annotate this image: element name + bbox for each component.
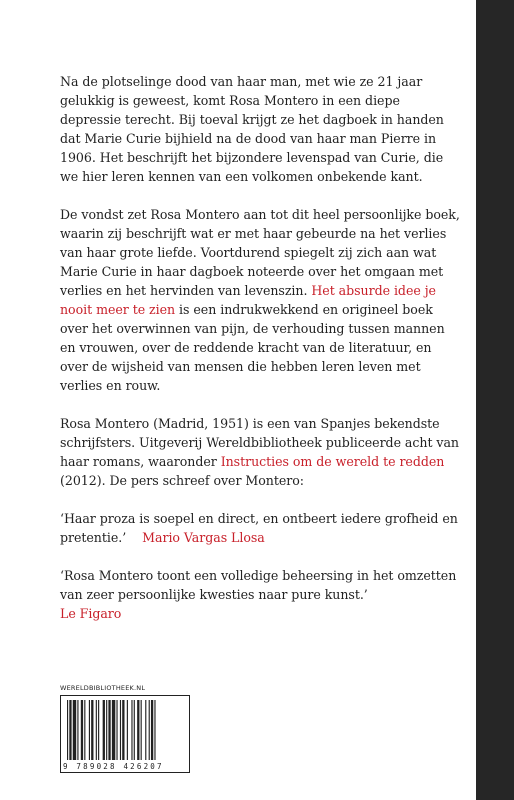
barcode-bar — [131, 700, 132, 760]
paragraph-intro-text: Na de plotselinge dood van haar man, met wie ze 21 jaar gelukkig is geweest, komt Rosa Montero in een diepe depressie terecht. Bij toeval krijgt ze het dagboek in handen dat Marie Curie bijhield na de dood van haar man Pierre in 1906. Het beschrijft het bijzondere levenspad van Curie, die we hier leren kennen van een volkomen onbekende kant. — [60, 74, 444, 184]
barcode-bar — [137, 700, 139, 760]
isbn-number: 9 789028 426207 — [63, 762, 164, 771]
paragraph-description-text-1: De vondst zet Rosa Montero aan tot dit heel persoonlijke boek, waarin zij beschrijft wat er met haar gebeurde na het verlies van haar grote liefde. Voortdurend spiegelt zij zich aan wat Marie Curie in haar dagboek noteerde over het omgaan met verlies en het hervinden van levenszin. — [60, 207, 460, 298]
barcode-bar — [127, 700, 128, 760]
other-book-title-highlight: Instructies om de wereld te redden — [220, 454, 445, 469]
publisher-url: WERELDBIBLIOTHEEK.NL — [60, 684, 146, 692]
book-spine — [476, 0, 514, 800]
barcode-bar — [134, 700, 135, 760]
barcode-bar — [141, 700, 142, 760]
barcode-bar — [106, 700, 107, 760]
press-quote-text: ‘Haar proza is soepel en direct, en ontbeert iedere grofheid en pretentie.’ — [60, 511, 458, 545]
paragraph-description-text-2: is een indrukwekkend en origineel boek over het overwinnen van pijn, de verhouding tussen mannen en vrouwen, over de reddende kracht van de literatuur, en over de wijsheid van mensen die hebben leren leven met verlies en rouw. — [60, 302, 445, 393]
paragraph-description — [60, 205, 463, 395]
paragraph-intro — [60, 72, 463, 186]
barcode-bar — [122, 700, 124, 760]
barcode-bar — [77, 700, 78, 760]
barcode-bar — [112, 700, 115, 760]
barcode-bar — [84, 700, 85, 760]
barcode-bar — [69, 700, 71, 760]
barcode-bar — [154, 700, 155, 760]
barcode-bar — [91, 700, 93, 760]
barcode-bar — [98, 700, 99, 760]
barcode-bar — [145, 700, 146, 760]
book-title-highlight: Het absurde idee je nooit meer te zien — [60, 283, 436, 317]
press-quote-text: ‘Rosa Montero toont een volledige beheersing in het omzetten van zeer persoonlijke kwesties naar pure kunst.’ — [60, 568, 457, 602]
barcode-bar — [103, 700, 105, 760]
barcode-bar — [151, 700, 153, 760]
author-bio-text-2: (2012). De pers schreef over Montero: — [60, 473, 304, 488]
barcode-block — [60, 684, 192, 773]
barcode-bar — [73, 700, 76, 760]
press-quote-source: Mario Vargas Llosa — [142, 530, 265, 545]
paragraph-author-bio — [60, 414, 463, 490]
barcode — [60, 695, 190, 773]
press-quote-source: Le Figaro — [60, 606, 122, 621]
barcode-bar — [89, 700, 90, 760]
barcode-bar — [81, 700, 83, 760]
press-quote-2 — [60, 566, 463, 623]
barcode-bar — [120, 700, 121, 760]
barcode-bar — [116, 700, 117, 760]
barcode-bar — [149, 700, 150, 760]
barcode-bars — [67, 700, 185, 760]
barcode-bar — [96, 700, 97, 760]
back-cover-text — [60, 72, 463, 642]
barcode-bar — [108, 700, 110, 760]
author-bio-text-1: Rosa Montero (Madrid, 1951) is een van Spanjes bekendste schrijfsters. Uitgeverij Wereldbibliotheek publiceerde acht van haar romans, waaronder — [60, 416, 459, 469]
press-quote-1 — [60, 509, 463, 547]
barcode-bar — [67, 700, 68, 760]
